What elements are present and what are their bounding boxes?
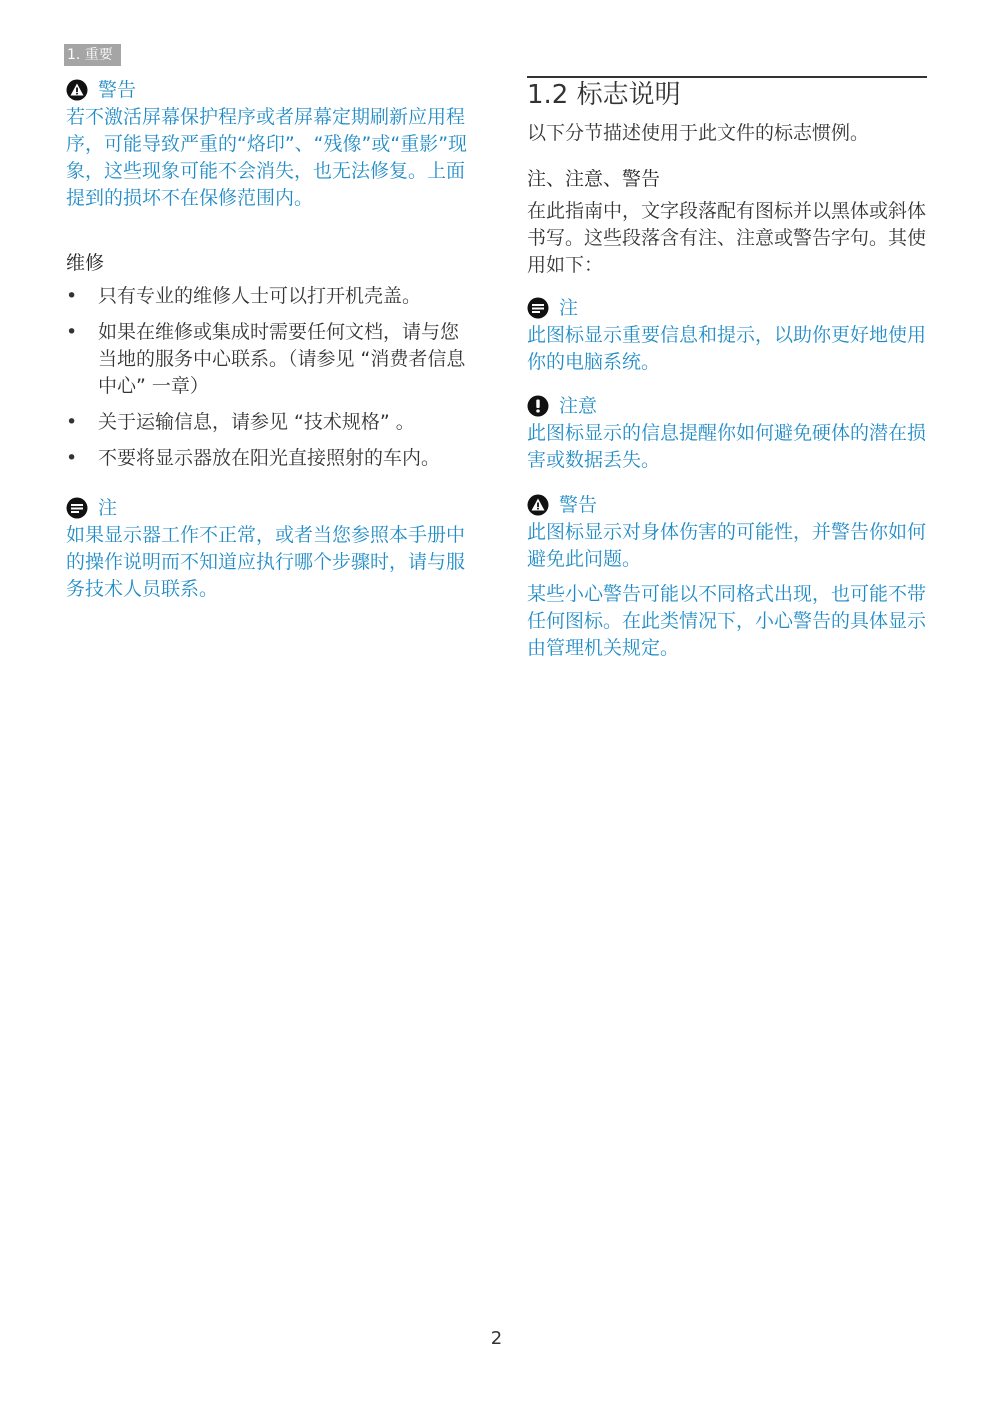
description-text: 在此指南中，文字段落配有图标并以黑体或斜体书写。这些段落含有注、注意或警告字句。其使用如下：	[527, 200, 927, 276]
caution-exclamation-icon	[527, 395, 549, 417]
warning-text: 此图标显示对身体伤害的可能性，并警告你如何避免此问题。	[527, 521, 927, 570]
warning-triangle-icon	[66, 79, 88, 101]
warning-block	[66, 78, 471, 212]
warning-heading	[66, 78, 471, 102]
maintenance-list-block	[66, 283, 471, 481]
caution-block	[527, 394, 927, 474]
note-label: 注	[98, 497, 118, 519]
warning-label: 警告	[98, 79, 137, 101]
warning-label: 警告	[559, 494, 598, 516]
chapter-tab: 1. 重要	[64, 44, 121, 66]
section-rule	[527, 76, 927, 78]
warning-block	[527, 493, 927, 662]
note-text: 此图标显示重要信息和提示，以助你更好地使用你的电脑系统。	[527, 324, 927, 373]
note-icon	[527, 297, 549, 319]
warning-triangle-icon	[527, 494, 549, 516]
maintenance-list	[66, 283, 471, 472]
section-title-text: 1.2 标志说明	[527, 80, 681, 110]
list-item: • 关于运输信息，请参见 “技术规格” 。	[66, 411, 415, 433]
list-item: • 不要将显示器放在阳光直接照射的车内。	[66, 447, 441, 469]
page-number: 2	[490, 1328, 503, 1349]
subheading	[527, 167, 927, 191]
maintenance-title	[66, 251, 471, 275]
intro-paragraph	[527, 120, 927, 147]
caution-heading	[527, 394, 927, 418]
warning-extra-text: 某些小心警告可能以不同格式出现，也可能不带任何图标。在此类情况下，小心警告的具体显示由管理机关规定。	[527, 583, 927, 659]
note-heading	[66, 496, 471, 520]
note-heading	[527, 296, 927, 320]
warning-heading	[527, 493, 927, 517]
subheading-text: 注、注意、警告	[527, 168, 661, 190]
note-label: 注	[559, 297, 579, 319]
note-icon	[66, 497, 88, 519]
list-item: • 如果在维修或集成时需要任何文档，请与您当地的服务中心联系。（请参见 “消费者信息中心” 一章）	[66, 321, 466, 397]
caution-text: 此图标显示的信息提醒你如何避免硬体的潜在损害或数据丢失。	[527, 422, 927, 471]
description-paragraph	[527, 198, 927, 279]
note-text: 如果显示器工作不正常，或者当您参照本手册中的操作说明而不知道应执行哪个步骤时，请与服务技术人员联系。	[66, 524, 466, 600]
warning-text: 若不激活屏幕保护程序或者屏幕定期刷新应用程序，可能导致严重的“烙印”、“残像”或“重影”现象，这些现象可能不会消失，也无法修复。上面提到的损坏不在保修范围内。	[66, 106, 468, 209]
maintenance-title-text: 维修	[66, 252, 105, 274]
caution-label: 注意	[559, 395, 598, 417]
note-block	[527, 296, 927, 376]
note-block	[66, 496, 471, 603]
list-item: • 只有专业的维修人士可以打开机壳盖。	[66, 285, 422, 307]
intro-text: 以下分节描述使用于此文件的标志惯例。	[527, 122, 870, 144]
section-title	[527, 79, 927, 111]
